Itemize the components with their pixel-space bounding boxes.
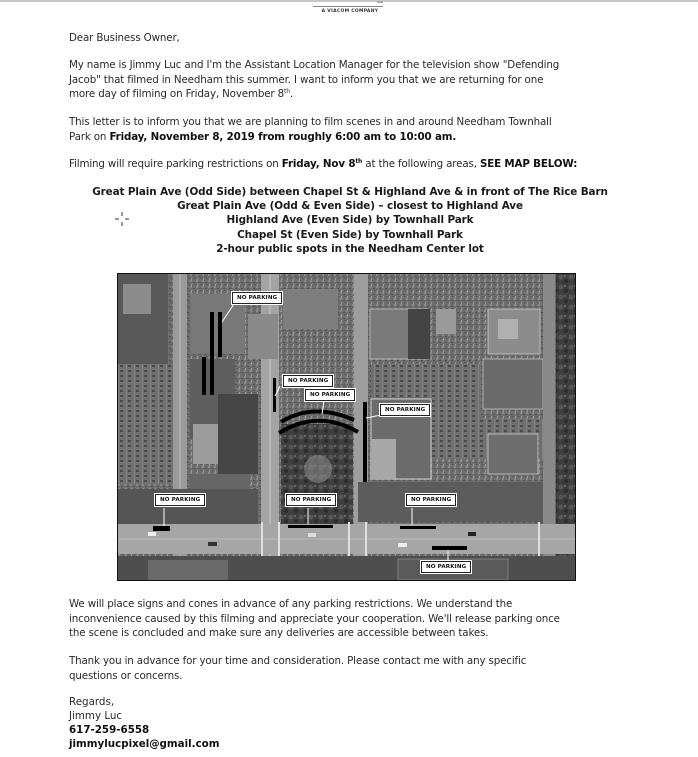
text: Filming will require parking restrictions on bbox=[69, 158, 282, 170]
restriction-date bbox=[282, 158, 362, 170]
salutation: Dear Business Owner, bbox=[69, 32, 180, 44]
parking-map bbox=[117, 273, 576, 581]
restriction-bar bbox=[363, 402, 367, 482]
no-parking-label: NO PARKING bbox=[155, 494, 205, 506]
text: Friday, Nov 8 bbox=[281, 158, 356, 170]
restricted-area: Highland Ave (Even Side) by Townhall Park bbox=[226, 214, 474, 227]
paragraph-signage-line: the scene is concluded and make sure any deliveries are accessible between takes. bbox=[69, 627, 489, 640]
text: more day of filming on Friday, November 8 bbox=[69, 88, 285, 101]
paragraph-signage-line: We will place signs and cones in advance of any parking restrictions. We understand the bbox=[69, 598, 513, 610]
superscript: th bbox=[355, 158, 363, 165]
no-parking-label: NO PARKING bbox=[406, 494, 456, 506]
restricted-area: Chapel St (Even Side) by Townhall Park bbox=[237, 228, 463, 241]
letterhead-rule bbox=[313, 6, 383, 7]
contact-email[interactable]: jimmylucpixel@gmail.com bbox=[69, 738, 220, 750]
paragraph-schedule-line bbox=[69, 130, 639, 145]
restriction-bar bbox=[210, 357, 214, 395]
schedule-date-time: Friday, November 8, 2019 from roughly 6:00 am to 10:00 am. bbox=[109, 130, 457, 143]
paragraph-schedule bbox=[69, 115, 639, 144]
restriction-bar bbox=[288, 525, 333, 528]
paragraph-signage-line: inconvenience caused by this filming and appreciate your cooperation. We'll release parking once bbox=[69, 612, 560, 625]
paragraph-schedule-line: This letter is to inform you that we are planning to film scenes in and around Needham Townhall bbox=[69, 116, 552, 128]
no-parking-label: NO PARKING bbox=[286, 494, 336, 506]
restricted-area: Great Plain Ave (Odd Side) between Chapel St & Highland Ave & in front of The Rice Barn bbox=[92, 186, 608, 198]
paragraph-thanks bbox=[69, 654, 639, 683]
superscript: th bbox=[284, 88, 290, 96]
restriction-bar bbox=[210, 312, 214, 357]
text: . bbox=[289, 88, 294, 101]
paragraph-thanks-line: questions or concerns. bbox=[69, 669, 183, 682]
text: at the following areas, bbox=[362, 158, 480, 170]
no-parking-label: NO PARKING bbox=[305, 389, 355, 401]
paragraph-intro-line: Jacob" that filmed in Needham this summer. I want to inform you that we are returning for one bbox=[69, 73, 544, 86]
restriction-bar bbox=[218, 312, 222, 357]
restriction-bar bbox=[432, 546, 467, 550]
see-map-note: SEE MAP BELOW: bbox=[479, 158, 578, 170]
restriction-bar bbox=[153, 526, 170, 531]
signature-name: Jimmy Luc bbox=[69, 710, 123, 722]
paragraph-thanks-line: Thank you in advance for your time and consideration. Please contact me with any specific bbox=[69, 655, 527, 667]
paragraph-intro-line bbox=[69, 87, 639, 102]
restricted-areas-list bbox=[60, 185, 640, 256]
no-parking-label: NO PARKING bbox=[283, 375, 333, 387]
text: Park on bbox=[69, 130, 110, 143]
crosshair-icon bbox=[114, 211, 130, 227]
contact-phone[interactable]: 617-259-6558 bbox=[69, 724, 150, 736]
paragraph-intro bbox=[69, 58, 639, 102]
no-parking-label: NO PARKING bbox=[232, 292, 282, 304]
restricted-area: 2-hour public spots in the Needham Center lot bbox=[216, 242, 484, 255]
restricted-area: Great Plain Ave (Odd & Even Side) – closest to Highland Ave bbox=[177, 200, 523, 213]
paragraph-intro-line: My name is Jimmy Luc and I'm the Assistant Location Manager for the television show "Defending bbox=[69, 59, 560, 71]
page-top-edge bbox=[0, 0, 698, 2]
restriction-bar bbox=[400, 526, 436, 529]
paragraph-restrictions bbox=[69, 157, 639, 172]
closing: Regards, bbox=[69, 696, 115, 708]
no-parking-label: NO PARKING bbox=[380, 404, 430, 416]
no-parking-label: NO PARKING bbox=[421, 561, 471, 573]
restriction-bar bbox=[202, 357, 206, 395]
paragraph-signage bbox=[69, 597, 639, 641]
letterhead-company: A VIACOM COMPANY bbox=[321, 9, 379, 14]
page-marker bbox=[377, 1, 383, 3]
aerial-photo bbox=[118, 274, 575, 580]
